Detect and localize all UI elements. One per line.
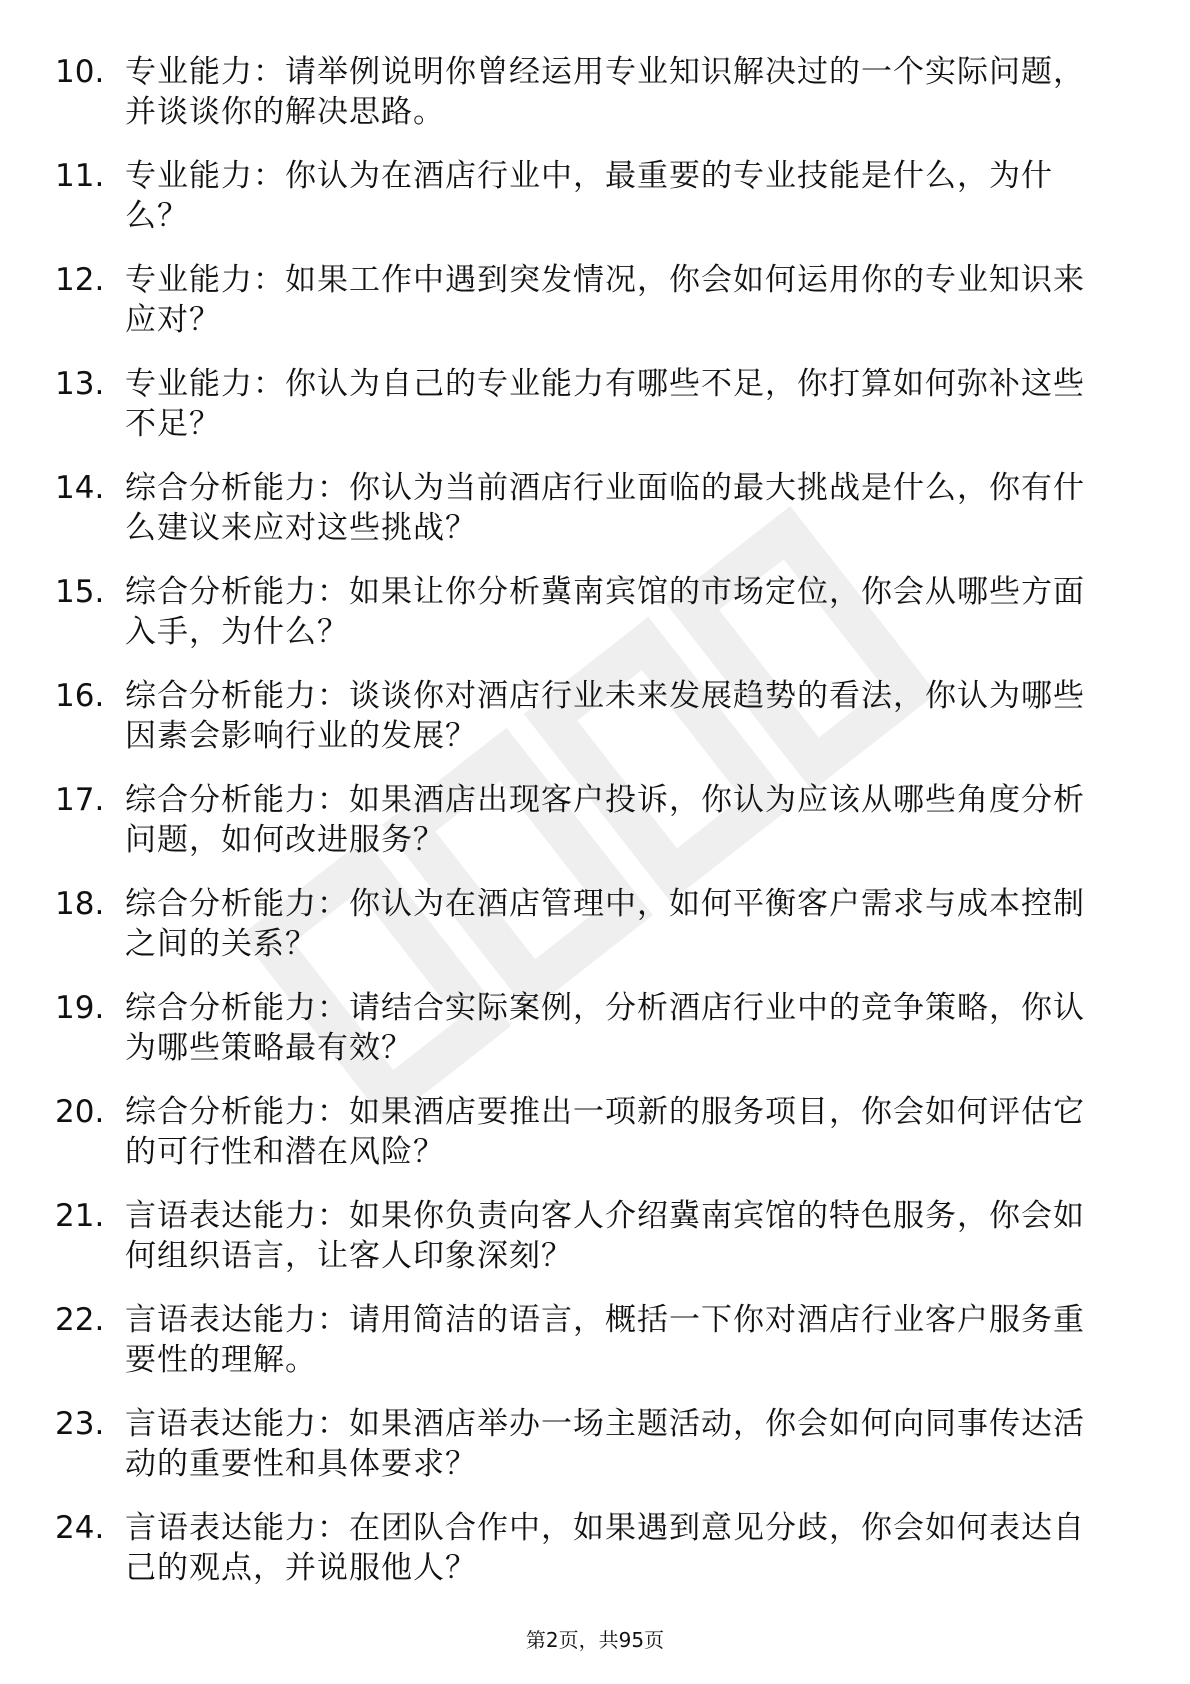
- question-text: 综合分析能力：谈谈你对酒店行业未来发展趋势的看法，你认为哪些因素会影响行业的发展？: [125, 678, 1085, 754]
- question-number: 21.: [55, 1198, 105, 1234]
- question-text: 专业能力：如果工作中遇到突发情况，你会如何运用你的专业知识来应对？: [125, 262, 1085, 338]
- list-item: [55, 572, 1115, 676]
- question-text: 言语表达能力：在团队合作中，如果遇到意见分歧，你会如何表达自己的观点，并说服他人？: [125, 1510, 1085, 1586]
- question-number: 12.: [55, 262, 105, 298]
- question-text: 综合分析能力：如果酒店出现客户投诉，你认为应该从哪些角度分析问题，如何改进服务？: [125, 782, 1085, 858]
- question-text: 综合分析能力：如果让你分析冀南宾馆的市场定位，你会从哪些方面入手，为什么？: [125, 574, 1085, 650]
- list-item: [55, 1196, 1115, 1300]
- list-item: [55, 1508, 1115, 1612]
- question-number: 19.: [55, 990, 105, 1026]
- page-footer: 第2页，共95页: [525, 1628, 665, 1652]
- list-item: [55, 52, 1115, 156]
- list-item: [55, 676, 1115, 780]
- question-number: 20.: [55, 1094, 105, 1130]
- question-text: 综合分析能力：你认为在酒店管理中，如何平衡客户需求与成本控制之间的关系？: [125, 886, 1085, 962]
- list-item: [55, 988, 1115, 1092]
- question-text: 言语表达能力：如果你负责向客人介绍冀南宾馆的特色服务，你会如何组织语言，让客人印象深刻？: [125, 1198, 1085, 1274]
- question-text: 综合分析能力：请结合实际案例，分析酒店行业中的竞争策略，你认为哪些策略最有效？: [125, 990, 1085, 1066]
- list-item: [55, 780, 1115, 884]
- question-text: 专业能力：你认为在酒店行业中，最重要的专业技能是什么，为什么？: [125, 158, 1053, 234]
- list-item: [55, 260, 1115, 364]
- question-number: 10.: [55, 54, 105, 90]
- question-text: 言语表达能力：如果酒店举办一场主题活动，你会如何向同事传达活动的重要性和具体要求？: [125, 1406, 1085, 1482]
- question-number: 11.: [55, 158, 105, 194]
- list-item: [55, 468, 1115, 572]
- question-number: 15.: [55, 574, 105, 610]
- question-text: 专业能力：你认为自己的专业能力有哪些不足，你打算如何弥补这些不足？: [125, 366, 1085, 442]
- list-item: [55, 1300, 1115, 1404]
- question-text: 综合分析能力：如果酒店要推出一项新的服务项目，你会如何评估它的可行性和潜在风险？: [125, 1094, 1085, 1170]
- question-number: 23.: [55, 1406, 105, 1442]
- question-text: 综合分析能力：你认为当前酒店行业面临的最大挑战是什么，你有什么建议来应对这些挑战？: [125, 470, 1085, 546]
- question-list: [55, 52, 1115, 1612]
- list-item: [55, 156, 1115, 260]
- question-number: 22.: [55, 1302, 105, 1338]
- question-number: 14.: [55, 470, 105, 506]
- question-number: 18.: [55, 886, 105, 922]
- question-text: 言语表达能力：请用简洁的语言，概括一下你对酒店行业客户服务重要性的理解。: [125, 1302, 1085, 1378]
- question-number: 24.: [55, 1510, 105, 1546]
- list-item: [55, 1092, 1115, 1196]
- question-number: 16.: [55, 678, 105, 714]
- question-number: 17.: [55, 782, 105, 818]
- question-text: 专业能力：请举例说明你曾经运用专业知识解决过的一个实际问题，并谈谈你的解决思路。: [125, 54, 1085, 130]
- list-item: [55, 364, 1115, 468]
- question-number: 13.: [55, 366, 105, 402]
- list-item: [55, 1404, 1115, 1508]
- list-item: [55, 884, 1115, 988]
